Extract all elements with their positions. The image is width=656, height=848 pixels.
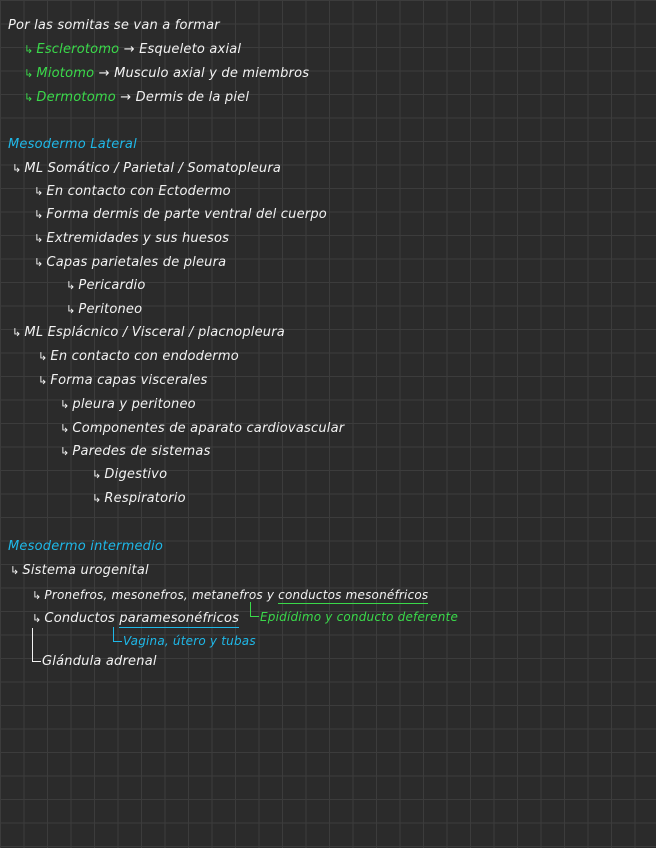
somitas-term: Esclerotomo: [36, 42, 120, 57]
lateral-heading: Mesodermo Lateral: [8, 137, 137, 152]
branch-connector: [250, 602, 259, 617]
hook-arrow-icon: ↳: [10, 564, 20, 577]
hook-arrow-icon: ↳: [38, 350, 48, 363]
paramesonephric-line: [32, 611, 239, 627]
mesonephric-branch: Epidídimo y conducto deferente: [260, 610, 459, 624]
somatic-item: [34, 231, 229, 247]
somatic-item-text: Forma dermis de parte ventral del cuerpo: [46, 207, 327, 222]
splanchnic-title-text: ML Esplácnico / Visceral / placnopleura: [24, 325, 285, 340]
splanchnic-item: [38, 349, 239, 365]
somitas-item: [24, 66, 309, 82]
somitas-result: Esqueleto axial: [139, 42, 242, 57]
system-item: [92, 467, 167, 483]
somatic-subitem: [66, 302, 142, 318]
hook-arrow-icon: ↳: [24, 43, 34, 56]
hook-arrow-icon: ↳: [60, 398, 70, 411]
arrow-right-icon: →: [98, 66, 115, 81]
intermedio-heading: Mesodermo intermedio: [8, 539, 164, 554]
paramesonephric-branch: Vagina, útero y tubas: [123, 634, 256, 648]
hook-arrow-icon: ↳: [38, 374, 48, 387]
somatic-item: [34, 184, 231, 200]
hook-arrow-icon: ↳: [92, 492, 102, 505]
somitas-term: Miotomo: [36, 66, 95, 81]
nephros-text: Pronefros, mesonefros, metanefros y: [44, 588, 275, 602]
hook-arrow-icon: ↳: [34, 208, 44, 221]
splanchnic-item: [38, 373, 208, 389]
splanchnic-subitem-text: Paredes de sistemas: [72, 444, 211, 459]
hook-arrow-icon: ↳: [66, 303, 76, 316]
somatic-item-text: Extremidades y sus huesos: [46, 231, 230, 246]
somatic-item-text: En contacto con Ectodermo: [46, 184, 231, 199]
system-item-text: Digestivo: [104, 467, 168, 482]
ducts-text: Conductos: [44, 611, 115, 626]
hook-arrow-icon: ↳: [60, 422, 70, 435]
splanchnic-title: [12, 325, 285, 341]
somatic-title-text: ML Somático / Parietal / Somatopleura: [24, 161, 282, 176]
system-item-text: Respiratorio: [104, 491, 186, 506]
nephros-line: [32, 587, 428, 604]
hook-arrow-icon: ↳: [12, 162, 22, 175]
somatic-title: [12, 161, 281, 177]
arrow-right-icon: →: [120, 90, 136, 105]
hook-arrow-icon: ↳: [24, 67, 34, 80]
somitas-result: Musculo axial y de miembros: [114, 66, 310, 81]
urogenital-system: [10, 563, 149, 579]
somatic-subitem: [66, 278, 146, 294]
splanchnic-subitem-text: pleura y peritoneo: [72, 397, 196, 412]
hook-arrow-icon: ↳: [34, 232, 44, 245]
system-item: [92, 491, 186, 507]
hook-arrow-icon: ↳: [32, 589, 42, 602]
somatic-item: [34, 255, 226, 271]
somitas-result: Dermis de la piel: [135, 90, 250, 105]
hook-arrow-icon: ↳: [12, 326, 22, 339]
hook-arrow-icon: ↳: [34, 256, 44, 269]
splanchnic-subitem-text: Componentes de aparato cardiovascular: [72, 421, 345, 436]
urogenital-system-text: Sistema urogenital: [22, 563, 149, 578]
somitas-heading: Por las somitas se van a formar: [8, 18, 220, 33]
splanchnic-item-text: En contacto con endodermo: [50, 349, 239, 364]
arrow-right-icon: →: [123, 42, 140, 57]
splanchnic-subitem: [60, 421, 344, 437]
somatic-item: [34, 207, 327, 223]
mesonephric-ducts: conductos mesonéfricos: [278, 588, 429, 602]
somatic-item-text: Capas parietales de pleura: [46, 255, 227, 270]
somitas-term: Dermotomo: [36, 90, 116, 105]
hook-arrow-icon: ↳: [32, 612, 42, 625]
hook-arrow-icon: ↳: [60, 445, 70, 458]
paramesonephric-ducts: paramesonéfricos: [119, 611, 240, 626]
hook-arrow-icon: ↳: [24, 91, 34, 104]
splanchnic-subitem: [60, 444, 211, 460]
somitas-item: [24, 42, 241, 58]
branch-connector: [113, 627, 122, 642]
somitas-item: [24, 90, 249, 106]
branch-connector: [32, 628, 41, 662]
splanchnic-subitem: [60, 397, 196, 413]
hook-arrow-icon: ↳: [66, 279, 76, 292]
hook-arrow-icon: ↳: [92, 468, 102, 481]
somatic-subitem-text: Peritoneo: [78, 302, 143, 317]
hook-arrow-icon: ↳: [34, 185, 44, 198]
splanchnic-item-text: Forma capas viscerales: [50, 373, 208, 388]
adrenal-gland: Glándula adrenal: [42, 654, 157, 669]
somatic-subitem-text: Pericardio: [78, 278, 146, 293]
